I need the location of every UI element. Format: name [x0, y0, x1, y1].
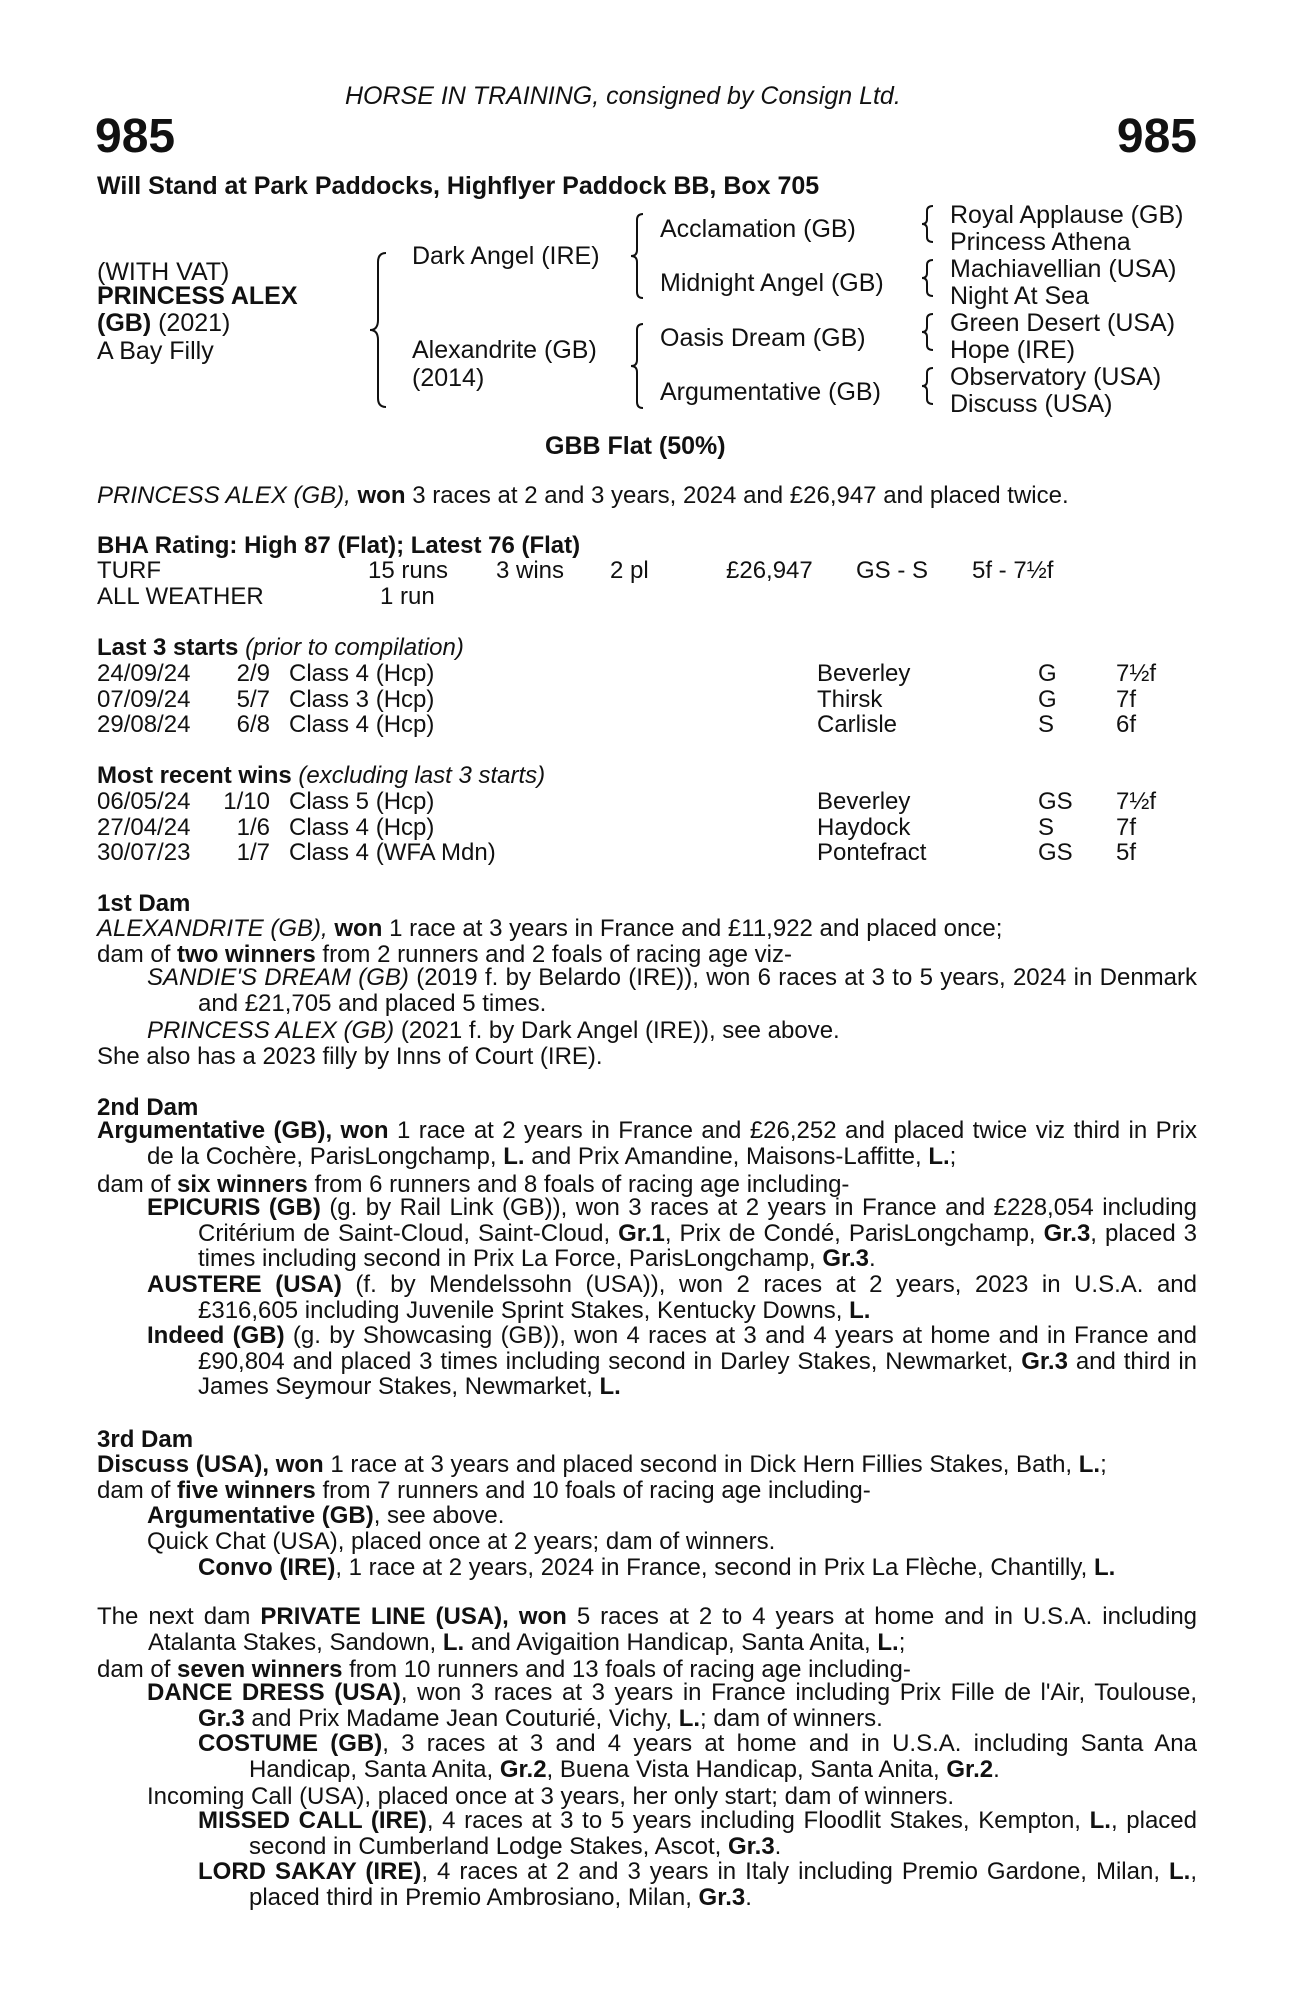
nextdam-missed-call: MISSED CALL (IRE), 4 races at 3 to 5 years including Floodlit Stakes, Kempton, L., placed second in Cumberland Lodge Stakes, Ascot, Gr.3. [198, 1807, 1197, 1860]
horse-country-year: (GB) (2021) [97, 309, 231, 337]
recent-row-going: GS [1038, 839, 1073, 866]
dam2-record: Argumentative (GB), won 1 race at 2 years in France and £26,252 and placed twice viz third in Prix de la Cochère, ParisLongchamp, L. and Prix Amandine, Maisons-Laffitte, L.; [97, 1117, 1197, 1170]
nextdam-lord-sakay: LORD SAKAY (IRE), 4 races at 2 and 3 years in Italy including Premio Gardone, Milan, L., placed third in Premio Ambrosiano, Milan, Gr.3. [198, 1858, 1197, 1911]
pedigree-g3-1: Royal Applause (GB) [950, 201, 1184, 229]
dam1-also: She also has a 2023 filly by Inns of Court (IRE). [97, 1043, 603, 1070]
pedigree-g3-6: Hope (IRE) [950, 336, 1076, 364]
vat-note: (WITH VAT) [97, 258, 230, 286]
last3-row-cls: Class 4 (Hcp) [289, 711, 435, 738]
turf-placed: 2 pl [610, 557, 649, 584]
recent-row-course: Haydock [817, 813, 911, 841]
turf-money: £26,947 [726, 557, 813, 584]
gbb-flat: GBB Flat (50%) [545, 432, 726, 460]
last3-row-date: 29/08/24 [97, 711, 191, 738]
recent-row-going: S [1038, 813, 1055, 841]
pedigree-brace-dam [628, 322, 646, 410]
pedigree-g3-3: Machiavellian (USA) [950, 255, 1177, 283]
last3-row-pos: 6/8 [236, 711, 270, 738]
dam3-title: 3rd Dam [97, 1426, 194, 1453]
last3-row-course: Beverley [817, 660, 911, 687]
dam3-dam-of: dam of five winners from 7 runners and 10 foals of racing age including- [97, 1477, 871, 1504]
last3-row-cls: Class 3 (Hcp) [289, 685, 435, 713]
last3-row-date: 24/09/24 [97, 660, 191, 687]
recent-row-pos: 1/6 [236, 813, 270, 841]
pedigree-dam: Alexandrite (GB) [412, 336, 597, 364]
recent-row-course: Pontefract [817, 839, 927, 866]
recent-row-cls: Class 4 (WFA Mdn) [289, 839, 496, 866]
dam1-record: ALEXANDRITE (GB), won 1 race at 3 years in France and £11,922 and placed once; [97, 915, 1003, 942]
pedigree-dam-sire: Oasis Dream (GB) [660, 324, 866, 352]
pedigree-sire-sire: Acclamation (GB) [660, 215, 856, 243]
last3-row-course: Thirsk [817, 685, 883, 713]
recent-row-pos: 1/7 [236, 839, 270, 866]
dam2-title: 2nd Dam [97, 1094, 199, 1121]
dam2-indeed: Indeed (GB) (g. by Showcasing (GB)), won 4 races at 3 and 4 years at home and in France and £90,804 and placed 3 times including second in Darley Stakes, Newmarket, Gr.3 and third in James Seymour Stakes, Newmarket, L. [147, 1322, 1198, 1400]
last3-row-going: G [1038, 685, 1057, 713]
last3-row-going: G [1038, 660, 1057, 687]
turf-wins: 3 wins [496, 557, 565, 584]
recent-row-date: 30/07/23 [97, 839, 191, 866]
pedigree-brace-g3-2 [920, 258, 936, 298]
dam3-argumentative: Argumentative (GB), see above. [147, 1502, 505, 1529]
dam1-progeny-1: SANDIE'S DREAM (GB) (2019 f. by Belardo (IRE)), won 6 races at 3 to 5 years, 2024 in Denmark and £21,705 and placed 5 times. [147, 964, 1197, 1017]
dam3-record: Discuss (USA), won 1 race at 3 years and placed second in Dick Hern Fillies Stakes, Bath, L.; [97, 1451, 1107, 1478]
last3-row-pos: 5/7 [236, 685, 270, 713]
aw-label: ALL WEATHER [97, 583, 264, 610]
dam3-quick-chat: Quick Chat (USA), placed once at 2 years; dam of winners. [147, 1528, 776, 1555]
recent-row-cls: Class 4 (Hcp) [289, 813, 435, 841]
pedigree-sire: Dark Angel (IRE) [412, 242, 600, 270]
pedigree-g3-2: Princess Athena [950, 228, 1131, 256]
horse-name: PRINCESS ALEX [97, 282, 298, 310]
pedigree-brace-g3-4 [920, 366, 936, 406]
recent-row-date: 06/05/24 [97, 788, 191, 815]
recent-row-dist: 7f [1116, 813, 1137, 841]
last3-row-pos: 2/9 [236, 660, 270, 687]
last3-row-course: Carlisle [817, 711, 898, 738]
recent-row-date: 27/04/24 [97, 813, 191, 841]
turf-distance: 5f - 7½f [972, 557, 1054, 584]
nextdam-dance-dress: DANCE DRESS (USA), won 3 races at 3 years in France including Prix Fille de l'Air, Toulouse, Gr.3 and Prix Madame Jean Couturié, Vichy, L.; dam of winners. [147, 1679, 1198, 1732]
pedigree-g3-8: Discuss (USA) [950, 390, 1113, 418]
nextdam-incoming-call: Incoming Call (USA), placed once at 3 years, her only start; dam of winners. [147, 1783, 955, 1810]
pedigree-g3-4: Night At Sea [950, 282, 1089, 310]
pedigree-g3-7: Observatory (USA) [950, 363, 1162, 391]
nextdam-record: The next dam PRIVATE LINE (USA), won 5 races at 2 to 4 years at home and in U.S.A. including Atalanta Stakes, Sandown, L. and Avigaition Handicap, Santa Anita, L.; [97, 1603, 1198, 1656]
dam1-title: 1st Dam [97, 890, 191, 917]
pedigree-dam-year: (2014) [412, 364, 485, 392]
last3-row-date: 07/09/24 [97, 685, 191, 713]
last3-row-going: S [1038, 711, 1055, 738]
dam3-convo: Convo (IRE), 1 race at 2 years, 2024 in France, second in Prix La Flèche, Chantilly, L. [198, 1554, 1116, 1581]
lot-number-left: 985 [95, 110, 176, 163]
bha-rating: BHA Rating: High 87 (Flat); Latest 76 (Flat) [97, 532, 581, 559]
pedigree-brace-main [366, 250, 390, 410]
recent-row-dist: 5f [1116, 839, 1137, 866]
last3-row-dist: 6f [1116, 711, 1137, 738]
last3-row-cls: Class 4 (Hcp) [289, 660, 435, 687]
nextdam-costume: COSTUME (GB), 3 races at 3 and 4 years at home and in U.S.A. including Santa Ana Handicap, Santa Anita, Gr.2, Buena Vista Handicap, Santa Anita, Gr.2. [198, 1730, 1197, 1783]
stand-location: Will Stand at Park Paddocks, Highflyer Paddock BB, Box 705 [97, 172, 820, 200]
pedigree-dam-dam: Argumentative (GB) [660, 378, 881, 406]
nextdam-dam-of: dam of seven winners from 10 runners and 13 foals of racing age including- [97, 1656, 911, 1683]
turf-runs: 15 runs [368, 557, 449, 584]
race-summary: PRINCESS ALEX (GB), won 3 races at 2 and 3 years, 2024 and £26,947 and placed twice. [97, 482, 1069, 509]
recent-row-dist: 7½f [1116, 788, 1157, 815]
last3-heading: Last 3 starts (prior to compilation) [97, 634, 464, 661]
recent-row-going: GS [1038, 788, 1073, 815]
aw-runs: 1 run [380, 583, 435, 610]
turf-label: TURF [97, 557, 161, 584]
consignment-header: HORSE IN TRAINING, consigned by Consign Ltd. [345, 82, 901, 110]
recent-row-cls: Class 5 (Hcp) [289, 788, 435, 815]
pedigree-brace-sire [628, 212, 646, 300]
recent-row-pos: 1/10 [223, 788, 270, 815]
dam1-dam-of: dam of two winners from 2 runners and 2 foals of racing age viz- [97, 941, 792, 968]
dam1-progeny-2: PRINCESS ALEX (GB) (2021 f. by Dark Angel (IRE)), see above. [147, 1017, 840, 1044]
pedigree-brace-g3-3 [920, 312, 936, 352]
pedigree-sire-dam: Midnight Angel (GB) [660, 269, 884, 297]
last3-row-dist: 7½f [1116, 660, 1157, 687]
recent-row-course: Beverley [817, 788, 911, 815]
pedigree-g3-5: Green Desert (USA) [950, 309, 1176, 337]
horse-description: A Bay Filly [97, 337, 214, 365]
pedigree-brace-g3-1 [920, 204, 936, 244]
recent-heading: Most recent wins (excluding last 3 starts) [97, 762, 546, 789]
dam2-austere: AUSTERE (USA) (f. by Mendelssohn (USA)), won 2 races at 2 years, 2023 in U.S.A. and £316,605 including Juvenile Sprint Stakes, Kentucky Downs, L. [147, 1271, 1198, 1324]
turf-going: GS - S [856, 557, 929, 584]
dam2-dam-of: dam of six winners from 6 runners and 8 foals of racing age including- [97, 1171, 850, 1198]
last3-row-dist: 7f [1116, 685, 1137, 713]
dam2-epicuris: EPICURIS (GB) (g. by Rail Link (GB)), won 3 races at 2 years in France and £228,054 including Critérium de Saint-Cloud, Saint-Cloud, Gr.1, Prix de Condé, ParisLongchamp, Gr.3, placed 3 times including second in Prix La Force, ParisLongchamp, Gr.3. [147, 1194, 1197, 1272]
lot-number-right: 985 [1116, 110, 1197, 163]
